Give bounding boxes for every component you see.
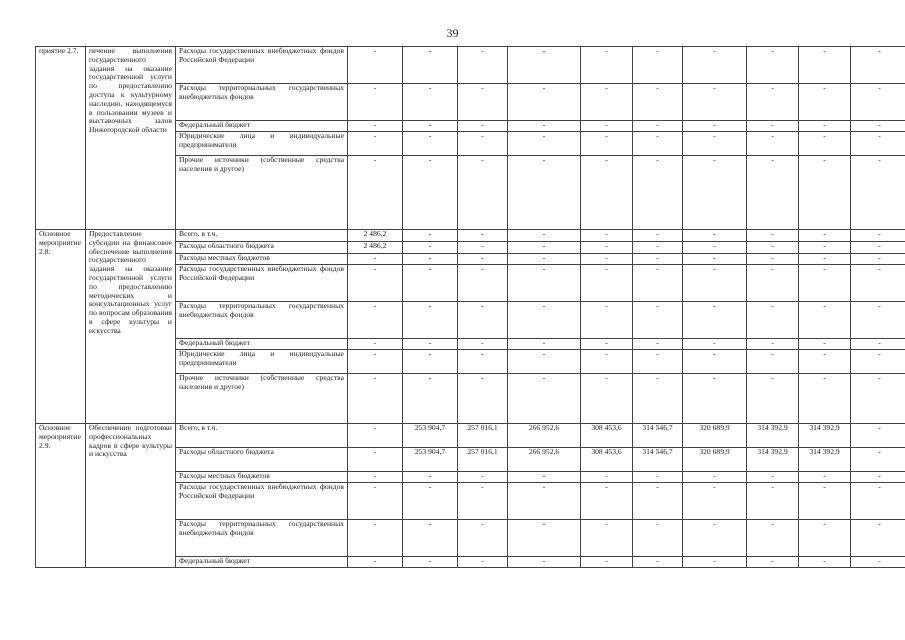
amount-cell: - [747, 132, 799, 156]
amount-cell: - [403, 121, 458, 132]
amount-cell: - [747, 121, 799, 132]
amount-cell: - [683, 254, 747, 265]
amount-cell: - [799, 339, 851, 350]
amount-cell: - [403, 47, 458, 84]
amount-cell: - [683, 339, 747, 350]
amount-cell: - [348, 424, 403, 448]
amount-cell: - [747, 254, 799, 265]
amount-cell: - [581, 156, 633, 230]
amount-cell: - [403, 557, 458, 568]
amount-cell: - [851, 265, 905, 302]
measure-description: Предоставление субсидии на финансовое обеспечение выполнения государственного задания на оказание государственной услуги по предоставлению методических и консультационных услуг по вопросам образования в сфере культуры и искусства [86, 230, 176, 424]
amount-cell: 253 904,7 [403, 424, 458, 448]
amount-cell: - [747, 374, 799, 424]
amount-cell: - [348, 265, 403, 302]
amount-cell: - [458, 242, 508, 254]
amount-cell: - [458, 47, 508, 84]
measure-label: Основное мероприятие 2.8. [36, 230, 86, 424]
amount-cell: 257 016,1 [458, 424, 508, 448]
amount-cell: - [508, 374, 581, 424]
amount-cell: - [508, 254, 581, 265]
amount-cell: 314 392,9 [747, 448, 799, 472]
amount-cell: - [348, 339, 403, 350]
amount-cell: - [633, 156, 683, 230]
amount-cell: - [508, 557, 581, 568]
amount-cell: - [348, 132, 403, 156]
amount-cell: - [851, 302, 905, 339]
amount-cell: - [508, 339, 581, 350]
funding-table [35, 46, 905, 568]
amount-cell: - [633, 242, 683, 254]
amount-cell: - [458, 483, 508, 520]
amount-cell: - [348, 557, 403, 568]
amount-cell: - [403, 254, 458, 265]
funding-source: Расходы областного бюджета [176, 242, 348, 254]
amount-cell: - [851, 339, 905, 350]
funding-source: Расходы государственных внебюджетных фондов Российской Федерации [176, 265, 348, 302]
amount-cell: 320 689,9 [683, 448, 747, 472]
amount-cell: 266 952,6 [508, 448, 581, 472]
amount-cell: - [508, 230, 581, 242]
amount-cell: - [581, 472, 633, 483]
amount-cell: - [747, 483, 799, 520]
amount-cell: 253 904,7 [403, 448, 458, 472]
amount-cell: - [581, 242, 633, 254]
amount-cell: - [458, 84, 508, 121]
amount-cell: - [348, 121, 403, 132]
amount-cell: - [851, 132, 905, 156]
amount-cell: - [799, 156, 851, 230]
amount-cell: - [683, 230, 747, 242]
amount-cell: - [508, 132, 581, 156]
funding-source: Всего, в т.ч. [176, 230, 348, 242]
amount-cell: - [508, 47, 581, 84]
amount-cell: - [851, 483, 905, 520]
amount-cell: - [799, 472, 851, 483]
amount-cell: - [683, 156, 747, 230]
amount-cell: - [403, 350, 458, 374]
amount-cell: 2 486,2 [348, 242, 403, 254]
amount-cell: - [348, 254, 403, 265]
funding-source: Расходы территориальных государственных внебюджетных фондов [176, 84, 348, 121]
amount-cell: - [747, 84, 799, 121]
amount-cell: - [403, 483, 458, 520]
amount-cell: - [633, 47, 683, 84]
amount-cell: - [851, 520, 905, 557]
amount-cell: - [581, 121, 633, 132]
amount-cell: - [508, 265, 581, 302]
amount-cell: - [851, 424, 905, 448]
amount-cell: - [747, 302, 799, 339]
amount-cell: - [458, 265, 508, 302]
amount-cell: - [348, 302, 403, 339]
amount-cell: - [458, 132, 508, 156]
amount-cell: - [403, 265, 458, 302]
measure-description: Обеспечение подготовки профессиональных кадров в сфере культуры и искусства [86, 424, 176, 568]
table-row [36, 424, 905, 448]
amount-cell: - [633, 520, 683, 557]
amount-cell: - [581, 132, 633, 156]
measure-description: печение выполнения государственного задания на оказание государственной услуги по предоставлению доступа к культурному наследию, находящемуся в пользовании музеев и выставочных залов Нижегородской области [86, 47, 176, 230]
amount-cell: - [633, 483, 683, 520]
amount-cell: - [633, 254, 683, 265]
amount-cell: - [799, 47, 851, 84]
amount-cell: - [799, 520, 851, 557]
amount-cell: - [403, 520, 458, 557]
amount-cell: - [581, 374, 633, 424]
amount-cell: - [747, 230, 799, 242]
amount-cell: - [747, 242, 799, 254]
measure-label: Основное мероприятие 2.9. [36, 424, 86, 568]
funding-source: Расходы государственных внебюджетных фондов Российской Федерации [176, 483, 348, 520]
amount-cell: - [851, 156, 905, 230]
funding-source: Расходы государственных внебюджетных фондов Российской Федерации [176, 47, 348, 84]
amount-cell: - [683, 242, 747, 254]
amount-cell: - [458, 374, 508, 424]
amount-cell: - [851, 472, 905, 483]
amount-cell: - [508, 483, 581, 520]
amount-cell: - [799, 265, 851, 302]
amount-cell: - [458, 156, 508, 230]
measure-label: приятие 2.7. [36, 47, 86, 230]
funding-source: Расходы территориальных государственных внебюджетных фондов [176, 520, 348, 557]
funding-table-body [36, 47, 905, 568]
amount-cell: - [458, 339, 508, 350]
amount-cell: - [458, 557, 508, 568]
amount-cell: 320 689,9 [683, 424, 747, 448]
amount-cell: - [348, 483, 403, 520]
amount-cell: - [403, 84, 458, 121]
amount-cell: 308 453,6 [581, 424, 633, 448]
amount-cell: - [633, 302, 683, 339]
amount-cell: - [508, 520, 581, 557]
amount-cell: - [683, 121, 747, 132]
amount-cell: - [633, 265, 683, 302]
amount-cell: - [851, 254, 905, 265]
amount-cell: - [799, 242, 851, 254]
amount-cell: - [633, 557, 683, 568]
amount-cell: 2 486,2 [348, 230, 403, 242]
funding-source: Юридические лица и индивидуальные предприниматели [176, 350, 348, 374]
funding-source: Федеральный бюджет [176, 121, 348, 132]
amount-cell: - [799, 557, 851, 568]
amount-cell: - [458, 520, 508, 557]
amount-cell: - [348, 156, 403, 230]
amount-cell: - [403, 230, 458, 242]
amount-cell: 314 392,9 [799, 448, 851, 472]
amount-cell: - [851, 374, 905, 424]
amount-cell: - [851, 121, 905, 132]
amount-cell: - [747, 557, 799, 568]
amount-cell: - [683, 302, 747, 339]
funding-source: Всего, в т.ч. [176, 424, 348, 448]
amount-cell: - [581, 339, 633, 350]
amount-cell: - [458, 472, 508, 483]
amount-cell: - [683, 265, 747, 302]
funding-source: Расходы областного бюджета [176, 448, 348, 472]
amount-cell: - [633, 230, 683, 242]
amount-cell: - [581, 483, 633, 520]
amount-cell: - [581, 230, 633, 242]
amount-cell: - [683, 47, 747, 84]
amount-cell: - [683, 557, 747, 568]
amount-cell: - [799, 483, 851, 520]
amount-cell: - [633, 350, 683, 374]
amount-cell: - [683, 472, 747, 483]
amount-cell: - [581, 265, 633, 302]
amount-cell: - [348, 374, 403, 424]
amount-cell: - [851, 242, 905, 254]
amount-cell: - [581, 47, 633, 84]
amount-cell: - [747, 520, 799, 557]
amount-cell: - [403, 242, 458, 254]
funding-source: Прочие источники (собственные средства населения и другое) [176, 374, 348, 424]
amount-cell: - [683, 350, 747, 374]
amount-cell: - [747, 156, 799, 230]
amount-cell: - [851, 448, 905, 472]
amount-cell: - [799, 132, 851, 156]
funding-source: Прочие источники (собственные средства населения и другое) [176, 156, 348, 230]
amount-cell: - [683, 520, 747, 557]
amount-cell: - [747, 265, 799, 302]
amount-cell: - [851, 47, 905, 84]
amount-cell: - [508, 472, 581, 483]
amount-cell: 314 546,7 [633, 424, 683, 448]
amount-cell: - [633, 374, 683, 424]
funding-source: Федеральный бюджет [176, 339, 348, 350]
amount-cell: - [851, 230, 905, 242]
amount-cell: - [508, 302, 581, 339]
amount-cell: - [508, 350, 581, 374]
amount-cell: 266 952,6 [508, 424, 581, 448]
amount-cell: - [403, 339, 458, 350]
amount-cell: - [747, 47, 799, 84]
amount-cell: - [581, 350, 633, 374]
amount-cell: - [348, 47, 403, 84]
amount-cell: - [633, 132, 683, 156]
amount-cell: - [683, 483, 747, 520]
amount-cell: - [633, 472, 683, 483]
funding-source: Расходы местных бюджетов [176, 254, 348, 265]
amount-cell: - [403, 132, 458, 156]
amount-cell: - [508, 121, 581, 132]
amount-cell: - [458, 350, 508, 374]
amount-cell: - [508, 156, 581, 230]
funding-source: Расходы местных бюджетов [176, 472, 348, 483]
amount-cell: - [458, 254, 508, 265]
funding-source: Расходы территориальных государственных внебюджетных фондов [176, 302, 348, 339]
amount-cell: - [747, 339, 799, 350]
amount-cell: - [581, 302, 633, 339]
amount-cell: - [348, 448, 403, 472]
amount-cell: - [851, 557, 905, 568]
amount-cell: - [458, 302, 508, 339]
amount-cell: 314 546,7 [633, 448, 683, 472]
amount-cell: - [508, 84, 581, 121]
amount-cell: - [683, 84, 747, 121]
table-row [36, 47, 905, 84]
funding-source: Юридические лица и индивидуальные предприниматели [176, 132, 348, 156]
amount-cell: - [458, 230, 508, 242]
amount-cell: - [403, 472, 458, 483]
funding-source: Федеральный бюджет [176, 557, 348, 568]
table-row [36, 230, 905, 242]
amount-cell: - [633, 84, 683, 121]
amount-cell: - [508, 242, 581, 254]
amount-cell: - [581, 557, 633, 568]
amount-cell: - [683, 132, 747, 156]
amount-cell: 308 453,6 [581, 448, 633, 472]
amount-cell: - [633, 339, 683, 350]
amount-cell: - [348, 520, 403, 557]
amount-cell: - [683, 374, 747, 424]
amount-cell: - [747, 472, 799, 483]
amount-cell: - [403, 374, 458, 424]
amount-cell: 257 016,1 [458, 448, 508, 472]
amount-cell: - [799, 374, 851, 424]
amount-cell: 314 392,9 [799, 424, 851, 448]
amount-cell: - [581, 254, 633, 265]
amount-cell: - [799, 350, 851, 374]
amount-cell: - [403, 302, 458, 339]
amount-cell: - [799, 302, 851, 339]
amount-cell: - [458, 121, 508, 132]
amount-cell: - [799, 230, 851, 242]
amount-cell: - [799, 121, 851, 132]
amount-cell: - [633, 121, 683, 132]
amount-cell: - [348, 472, 403, 483]
amount-cell: - [348, 84, 403, 121]
amount-cell: - [799, 84, 851, 121]
amount-cell: - [581, 84, 633, 121]
amount-cell: - [403, 156, 458, 230]
amount-cell: - [348, 350, 403, 374]
amount-cell: - [799, 254, 851, 265]
amount-cell: 314 392,9 [747, 424, 799, 448]
page-number: 39 [446, 26, 459, 40]
amount-cell: - [851, 84, 905, 121]
amount-cell: - [581, 520, 633, 557]
amount-cell: - [747, 350, 799, 374]
amount-cell: - [851, 350, 905, 374]
